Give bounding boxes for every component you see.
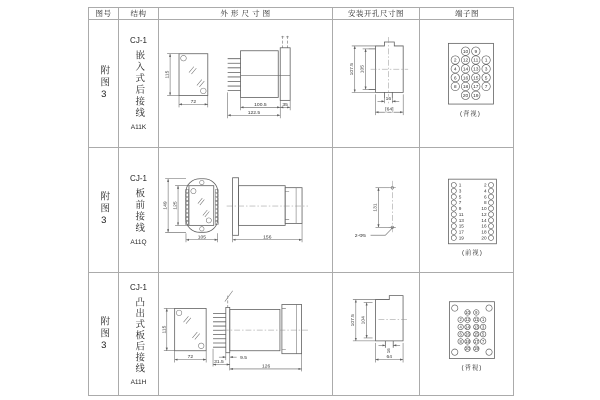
dim-front-width: 72	[187, 354, 194, 360]
pin-number: 4	[483, 188, 487, 194]
pin-number: 18	[480, 229, 487, 235]
side-view	[227, 178, 308, 236]
pin-number: 15	[472, 76, 479, 82]
model-label: CJ-1	[130, 174, 147, 183]
pin-number: 13	[458, 217, 464, 223]
figure-number: 附图3	[98, 315, 110, 354]
header-figure: 图号	[89, 8, 119, 20]
dim-stub-depth: 9.5	[240, 355, 247, 361]
terminal-diagram-a11h	[421, 274, 514, 396]
mounting-cell-row2	[333, 148, 420, 273]
mounting-studs	[451, 304, 492, 354]
pin-number: 5	[458, 194, 461, 200]
pin-number: 10	[464, 309, 470, 315]
dim-front-height: 115	[162, 325, 168, 334]
panel-cutout	[369, 37, 409, 103]
pin-number: 7	[484, 85, 487, 91]
pin-number: 15	[473, 331, 479, 337]
mount-type-label: 凸出式板后接线	[133, 297, 145, 374]
pin-number: 10	[462, 49, 468, 55]
figure-cell-row3	[89, 273, 119, 396]
mount-type-label: 嵌入式后接线	[133, 50, 145, 119]
pin-number: 4	[453, 67, 457, 73]
dim-outer-height: 107.5	[349, 62, 355, 76]
terminal-pins	[457, 309, 485, 351]
dim-inner-height: 104	[361, 315, 367, 324]
pin-number: 16	[480, 223, 487, 229]
dim-outer-height: 107.5	[350, 313, 356, 326]
dim-body-depth: 100.5	[254, 102, 267, 108]
pin-number: 3	[484, 67, 487, 73]
pin-number: 5	[484, 76, 487, 82]
outline-cell-row3	[159, 273, 333, 396]
front-view	[175, 308, 206, 350]
figure-number: 附图3	[98, 64, 110, 103]
mounting-cell-row3	[333, 273, 420, 396]
hole-spec-label: 2-Φ5	[354, 234, 366, 240]
pin-number: 17	[458, 229, 464, 235]
pin-number: 1	[481, 316, 484, 322]
pin-number: 9	[473, 49, 477, 55]
figure-number: 附图3	[98, 191, 110, 229]
pin-number: 6	[453, 76, 457, 82]
terminal-cell-row1	[420, 20, 514, 148]
model-code: A11Q	[130, 239, 147, 246]
dim-cutout-width: 64	[386, 354, 393, 360]
dim-hole-spacing: 131	[373, 203, 379, 212]
drill-holes	[389, 181, 396, 234]
outline-diagram-a11q	[159, 148, 332, 272]
mounting-diagram-a11k	[333, 20, 419, 147]
model-code: A11K	[130, 124, 147, 131]
outline-cell-row1	[159, 20, 333, 148]
terminal-caption: (前视)	[461, 249, 483, 257]
terminal-pins	[451, 182, 493, 240]
pin-number: 8	[483, 200, 487, 206]
pin-number: 14	[480, 217, 487, 223]
dim-slot-width: 16	[385, 347, 391, 353]
pin-number: 17	[472, 85, 479, 91]
pin-number: 19	[458, 235, 464, 241]
mounting-cell-row1	[333, 20, 420, 148]
pin-number: 2	[458, 316, 462, 322]
dim-width: 105	[197, 235, 206, 241]
structure-cell-row3	[119, 273, 159, 396]
pin-number: 18	[462, 85, 468, 91]
relay-spec-table	[88, 7, 514, 396]
pin-number: 10	[480, 206, 487, 212]
dim-cutout-width: [64]	[385, 107, 394, 113]
dim-inner-height: 105	[360, 65, 366, 74]
pin-number: 9	[474, 309, 477, 315]
pin-number: 14	[464, 323, 470, 329]
pin-number: 16	[462, 76, 468, 82]
side-view	[213, 290, 309, 353]
terminal-caption: (背视)	[459, 110, 481, 118]
pin-number: 13	[473, 323, 479, 329]
pin-number: 20	[464, 345, 470, 351]
pin-number: 12	[480, 211, 487, 217]
terminal-diagram-a11k	[421, 20, 514, 147]
structure-cell-row1	[119, 20, 159, 148]
terminal-cell-row2	[420, 148, 514, 273]
pin-number: 6	[483, 194, 487, 200]
pin-number: 11	[473, 316, 478, 322]
front-view	[185, 179, 218, 233]
dim-teeth-depth: 31.5	[214, 359, 224, 365]
front-view	[179, 54, 208, 96]
dim-outer-height: 149	[163, 201, 169, 210]
outline-diagram-a11h	[159, 274, 332, 396]
figure-cell-row2	[89, 148, 119, 273]
outline-diagram-a11k	[159, 20, 332, 147]
pin-number: 2	[453, 58, 457, 64]
model-label: CJ-1	[130, 36, 147, 45]
pin-number: 16	[464, 331, 470, 337]
dim-front-width: 72	[190, 99, 197, 105]
pin-number: 3	[481, 323, 484, 329]
pin-number: 7	[458, 200, 461, 206]
dim-front-height: 115	[165, 70, 171, 79]
pin-number: 8	[453, 85, 457, 91]
header-mounting: 安装开孔尺寸图	[333, 8, 420, 20]
panel-cutout	[376, 295, 407, 347]
pin-number: 12	[464, 316, 470, 322]
pin-number: 19	[473, 345, 479, 351]
pin-number: 11	[458, 211, 464, 217]
dim-body-depth: 126	[262, 363, 271, 369]
dim-inner-height: 125	[173, 201, 179, 210]
pin-number: 20	[462, 93, 468, 99]
header-outline: 外 形 尺 寸 图	[159, 8, 333, 20]
pin-number: 13	[472, 67, 479, 73]
mount-type-label: 板前接线	[133, 188, 145, 234]
pin-number: 14	[462, 67, 468, 73]
dim-slot-width: 16	[385, 96, 392, 102]
mounting-diagram-a11h	[333, 274, 419, 396]
mounting-diagram-a11q	[333, 148, 419, 272]
pin-number: 7	[481, 338, 484, 344]
pin-number: 11	[472, 58, 478, 64]
header-structure: 结构	[119, 8, 159, 20]
pin-number: 12	[462, 58, 468, 64]
pin-number: 15	[458, 223, 464, 229]
model-label: CJ-1	[130, 283, 147, 292]
pin-number: 5	[481, 331, 484, 337]
terminal-diagram-a11q	[421, 148, 514, 272]
figure-cell-row1	[89, 20, 119, 148]
terminal-cell-row3	[420, 273, 514, 396]
structure-cell-row2	[119, 148, 159, 273]
side-view	[228, 36, 291, 100]
dim-flange-depth: 35	[282, 102, 288, 108]
dim-total-depth: 122.5	[247, 110, 261, 116]
pin-number: 2	[483, 182, 487, 188]
dim-total-depth: 156	[263, 235, 272, 241]
pin-number: 3	[458, 188, 461, 194]
pin-number: 8	[458, 338, 462, 344]
pin-number: 4	[458, 323, 462, 329]
terminal-pins	[451, 47, 490, 99]
model-code: A11H	[130, 379, 147, 386]
pin-number: 17	[473, 338, 479, 344]
terminal-caption: (背视)	[460, 364, 482, 372]
pin-number: 1	[484, 58, 487, 64]
pin-number: 19	[472, 93, 479, 99]
pin-number: 1	[458, 182, 461, 188]
pin-number: 9	[458, 206, 461, 212]
outline-cell-row2	[159, 148, 333, 273]
pin-number: 6	[458, 331, 462, 337]
pin-number: 18	[464, 338, 470, 344]
pin-number: 20	[480, 235, 487, 241]
header-terminal: 端子图	[420, 8, 514, 20]
